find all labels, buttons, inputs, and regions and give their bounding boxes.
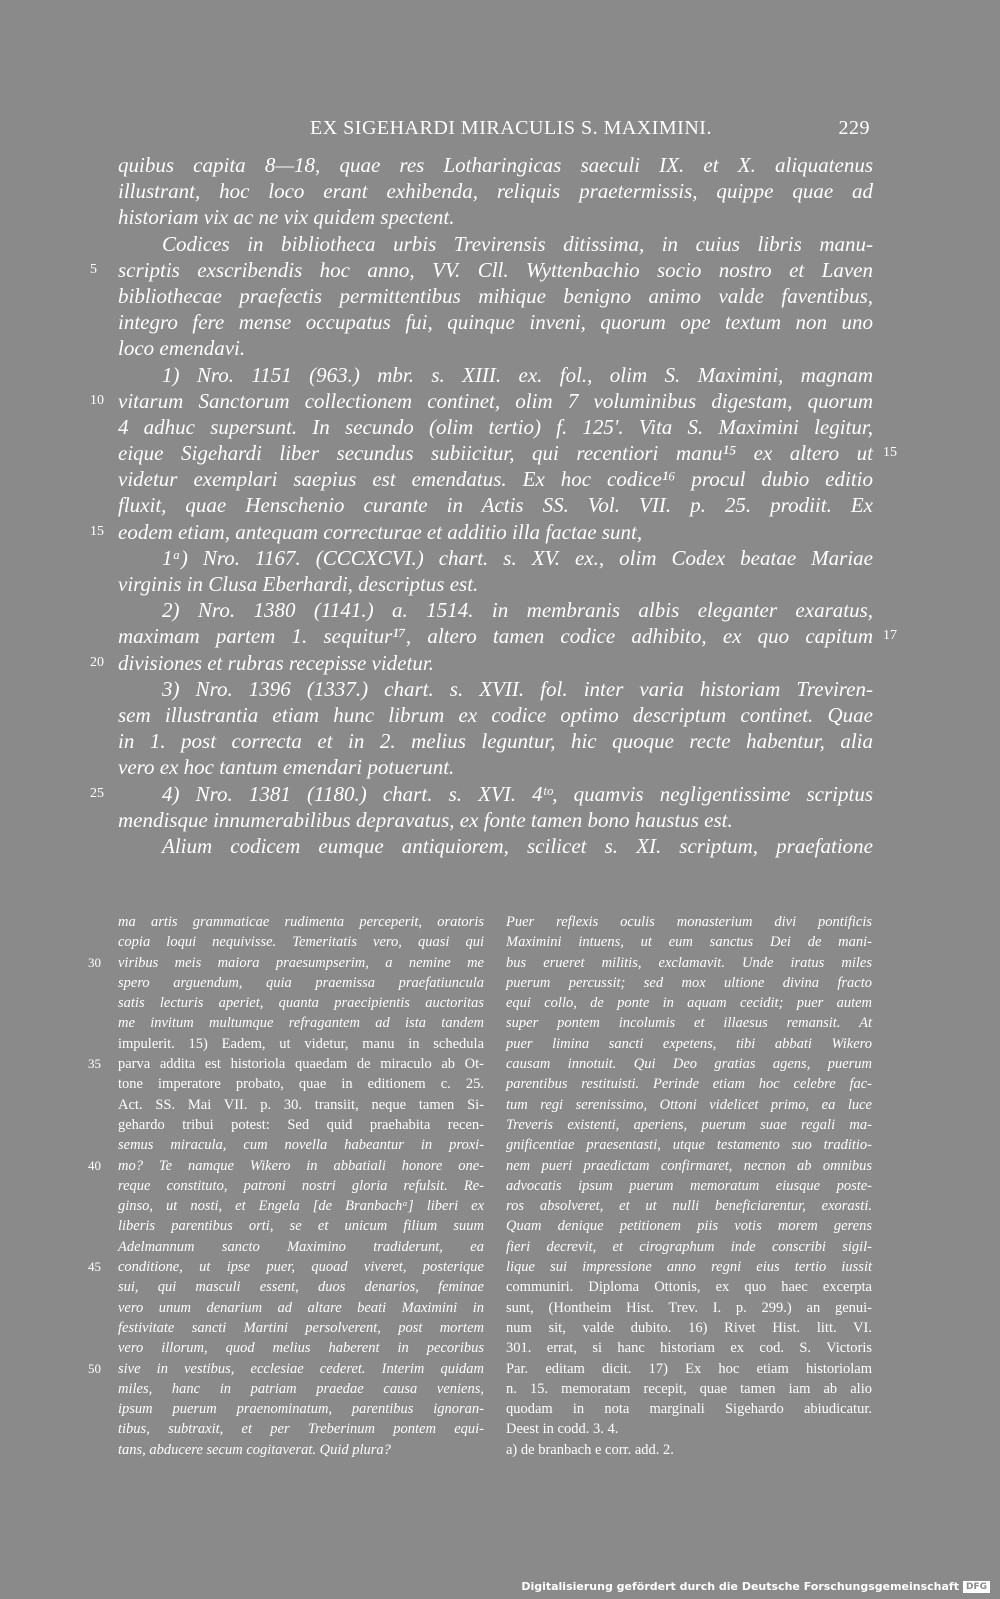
footnote-text: Maximini intuens, ut eum sanctus Dei de mani- — [506, 934, 872, 951]
text-line — [90, 257, 873, 283]
footnote-text: impulerit. 15) Eadem, ut videtur, manu in schedula — [118, 1035, 484, 1052]
digitization-credit — [521, 1580, 990, 1593]
footnote-line — [506, 1216, 872, 1236]
line-text: Alium codicem eumque antiquiorem, scilicet s. XI. scriptum, praefatione — [162, 833, 873, 858]
text-line — [118, 440, 897, 466]
footnote-line — [118, 1237, 484, 1257]
footnote-line — [506, 1318, 872, 1338]
line-text: illustrant, hoc loco erant exhibenda, reliquis praetermissis, quippe quae ad — [118, 179, 873, 204]
text-line — [118, 152, 873, 178]
line-number: 50 — [88, 1360, 101, 1376]
footnote-line — [118, 1277, 484, 1297]
line-text: virginis in Clusa Eberhardi, descriptus est. — [118, 572, 479, 596]
text-line — [118, 754, 873, 780]
footnote-text: parva addita est historiola quaedam de miraculo ab Ot- — [118, 1056, 484, 1073]
footnote-line — [118, 1135, 484, 1155]
text-line — [118, 623, 897, 649]
footnote-text: Treveris existenti, aperiens, puerum suae regali ma- — [506, 1116, 872, 1133]
line-text: loco emendavi. — [118, 336, 246, 361]
footnote-text: festivitate sancti Martini persolverent, post mortem — [118, 1319, 484, 1336]
footnote-line — [88, 1054, 484, 1074]
footnote-line — [88, 1359, 484, 1379]
footnote-text: ma artis grammaticae rudimenta perceperit, oratoris — [118, 914, 484, 930]
line-number: 15 — [883, 445, 897, 461]
text-line — [118, 676, 873, 702]
footnote-line — [506, 973, 872, 993]
footnote-text: viribus meis maiora praesumpserim, a nemine me — [118, 954, 484, 971]
text-line — [118, 414, 873, 440]
text-line — [90, 650, 873, 676]
line-text: eique Sigehardi liber secundus subiicitur, qui recentiori manu¹⁵ ex altero ut — [118, 441, 873, 466]
footnote-text: advocatis ipsum puerum memoratum eiusque poste- — [506, 1177, 872, 1194]
line-text: 3) Nro. 1396 (1337.) chart. s. XVII. fol. inter varia historiam Treviren- — [162, 676, 873, 701]
footnote-line — [118, 1419, 484, 1439]
header-title: EX SIGEHARDI MIRACULIS S. MAXIMINI. — [310, 117, 712, 139]
footnote-line — [118, 1196, 484, 1216]
footnote-text: gnificentiae praesentasti, utque testamento suo traditio- — [506, 1137, 872, 1154]
text-line — [118, 545, 873, 571]
footnote-text: quodam in nota marginali Sigehardo abiudicatur. — [506, 1401, 872, 1418]
footnote-line — [118, 993, 484, 1013]
line-text: mendisque innumerabilibus depravatus, ex fonte tamen bono haustus est. — [118, 807, 733, 832]
footnote-text: lique sui impressione anno regni eius tertio iussit — [506, 1259, 872, 1276]
footnote-text: ipsum puerum praenominatum, parentibus ignoran- — [118, 1401, 484, 1418]
footnotes-left-column — [88, 912, 484, 1460]
line-number: 17 — [883, 628, 897, 644]
footnote-line — [118, 1338, 484, 1358]
footnote-text: tans, abducere secum cogitaverat. Quid plura? — [118, 1441, 391, 1458]
footnote-line — [506, 1115, 872, 1135]
footnote-line — [118, 1318, 484, 1338]
footnote-text: sive in vestibus, ecclesiae cederet. Interim quidam — [118, 1360, 484, 1377]
dfg-logo: DFG — [963, 1581, 990, 1593]
footnote-line — [118, 932, 484, 952]
footnote-text: puerum percussit; sed mox ultione divina fracto — [506, 974, 872, 991]
line-number: 30 — [88, 954, 101, 970]
footnote-text: conditione, ut ipse puer, quoad viveret, posterique — [118, 1259, 484, 1276]
line-text: 1) Nro. 1151 (963.) mbr. s. XIII. ex. fol., olim S. Maximini, magnam — [162, 362, 873, 387]
running-header — [110, 117, 870, 147]
line-text: videtur exemplari saepius est emendatus. Ex hoc codice¹⁶ procul dubio editio — [118, 467, 873, 492]
footnote-line — [506, 1359, 872, 1379]
footnote-text: miles, hanc in patriam praedae causa veniens, — [118, 1380, 484, 1397]
footnote-line — [506, 1419, 872, 1439]
line-text: 1ᵃ) Nro. 1167. (CCCXCVI.) chart. s. XV. ex., olim Codex beatae Mariae — [162, 545, 873, 570]
main-text — [90, 152, 897, 859]
line-number: 45 — [88, 1259, 101, 1275]
footnote-text: Act. SS. Mai VII. p. 30. transiit, neque tamen Si- — [118, 1096, 484, 1113]
text-line — [118, 833, 873, 859]
text-line — [90, 388, 873, 414]
line-text: divisiones et rubras recepisse videtur. — [118, 650, 434, 675]
text-line — [118, 807, 873, 833]
footnote-text: me invitum multumque refragantem ad ista tandem — [118, 1015, 484, 1032]
line-text: eodem etiam, antequam correcturae et additio illa factae sunt, — [118, 519, 643, 544]
footnotes-right-column — [506, 912, 872, 1460]
line-text: vitarum Sanctorum collectionem continet, olim 7 voluminibus digestam, quorum — [118, 388, 873, 413]
footnote-line — [118, 1013, 484, 1033]
text-line — [118, 492, 873, 518]
footnote-line — [506, 912, 872, 932]
footnote-text: fieri decrevit, et cirographum inde conscribi sigil- — [506, 1238, 872, 1255]
footnote-line — [118, 1399, 484, 1419]
footnote-text: num sit, valde dubito. 16) Rivet Hist. litt. VI. — [506, 1319, 872, 1336]
text-line — [118, 309, 873, 335]
line-text: fluxit, quae Henschenio curante in Actis SS. Vol. VII. p. 25. prodiit. Ex — [118, 493, 873, 518]
footnote-text: semus miracula, cum novella habeantur in proxi- — [118, 1137, 484, 1154]
footnote-line — [506, 1074, 872, 1094]
footnote-line — [506, 932, 872, 952]
credit-text: Digitalisierung gefördert durch die Deutsche Forschungsgemeinschaft — [521, 1580, 959, 1593]
footnote-line — [506, 953, 872, 973]
footnote-text: a) de branbach e corr. add. 2. — [506, 1441, 674, 1458]
footnote-line — [118, 1298, 484, 1318]
line-text: 2) Nro. 1380 (1141.) a. 1514. in membranis albis eleganter exaratus, — [162, 598, 873, 623]
footnote-line — [506, 1399, 872, 1419]
footnote-text: ginso, ut nosti, et Engela [de Branbachᵃ] liberi ex — [118, 1198, 484, 1215]
text-line — [90, 519, 873, 545]
footnote-text: tibus, subtraxit, et per Treberinum pontem equi- — [118, 1421, 484, 1438]
footnote-line — [118, 1034, 484, 1054]
footnote-text: equi collo, de ponte in aquam cecidit; puer autem — [506, 995, 872, 1012]
footnote-line — [118, 1440, 484, 1460]
footnote-text: Adelmannum sancto Maximino tradiderunt, ea — [118, 1238, 484, 1255]
footnote-text: tone imperatore probato, quae in editionem c. 25. — [118, 1076, 484, 1093]
footnote-text: vero unum denarium ad altare beati Maximini in — [118, 1299, 484, 1316]
line-number: 5 — [90, 261, 97, 277]
footnote-text: nem pueri praedictam confirmaret, necnon ab omnibus — [506, 1157, 872, 1174]
text-line — [118, 362, 873, 388]
line-text: integro fere mense occupatus fui, quinque inveni, quorum ope textum non uno — [118, 310, 873, 335]
line-number: 25 — [90, 785, 104, 801]
footnote-line — [118, 1379, 484, 1399]
line-number: 20 — [90, 654, 104, 670]
footnote-text: Quam denique petitionem piis votis morem gerens — [506, 1218, 872, 1235]
footnote-text: mo? Te namque Wikero in abbatiali honore one- — [118, 1157, 484, 1174]
line-number: 35 — [88, 1056, 101, 1072]
line-text: sem illustrantia etiam hunc librum ex codice optimo descriptum continet. Quae — [118, 702, 873, 727]
text-line — [118, 231, 873, 257]
line-text: historiam vix ac ne vix quidem spectent. — [118, 205, 455, 230]
footnote-text: tum regi serenissimo, Ottoni videlicet primo, ea luce — [506, 1096, 872, 1113]
footnote-text: ros absolveret, et ut nulli beneficiarentur, exorasti. — [506, 1198, 872, 1215]
footnote-text: super pontem incolumis et illaesus remansit. At — [506, 1015, 872, 1032]
footnote-line — [506, 1156, 872, 1176]
text-line — [118, 702, 873, 728]
footnote-line — [506, 1176, 872, 1196]
footnote-line — [506, 1298, 872, 1318]
line-number: 15 — [90, 523, 104, 539]
footnote-text: gehardo tribui potest: Sed quid praehabita recen- — [118, 1116, 484, 1133]
footnote-text: reque constituto, patroni nostri gloria refulsit. Re- — [118, 1177, 484, 1194]
footnote-line — [118, 973, 484, 993]
footnote-text: spero arguendum, quia praemissa praefatiuncula — [118, 974, 484, 991]
footnote-line — [118, 912, 484, 932]
footnote-line — [506, 1338, 872, 1358]
footnote-text: copia loqui nequivisse. Temeritatis vero, quasi qui — [118, 934, 484, 951]
footnote-line — [506, 1196, 872, 1216]
footnote-line — [506, 1440, 872, 1460]
footnote-line — [88, 1156, 484, 1176]
footnote-line — [506, 993, 872, 1013]
line-text: quibus capita 8—18, quae res Lotharingicas saeculi IX. et X. aliquatenus — [118, 153, 873, 177]
footnote-line — [118, 1095, 484, 1115]
line-text: bibliothecae praefectis permittentibus mihique benigno animo valde faventibus, — [118, 283, 873, 308]
footnote-text: liberis parentibus orti, se et unicum filium suum — [118, 1218, 484, 1235]
footnote-line — [506, 1054, 872, 1074]
footnote-line — [506, 1135, 872, 1155]
footnote-text: 301. errat, si hanc historiam ex cod. S. Victoris — [506, 1340, 872, 1357]
footnote-text: Par. editam dicit. 17) Ex hoc etiam historiolam — [506, 1360, 872, 1377]
footnote-text: vero illorum, quod melius haberent in pecoribus — [118, 1340, 484, 1357]
footnote-line — [88, 953, 484, 973]
text-line — [118, 466, 873, 492]
line-number: 40 — [88, 1157, 101, 1173]
line-text: Codices in bibliotheca urbis Trevirensis ditissima, in cuius libris manu- — [162, 231, 873, 256]
text-line — [118, 571, 873, 597]
line-text: vero ex hoc tantum emendari potuerunt. — [118, 755, 455, 780]
line-text: 4) Nro. 1381 (1180.) chart. s. XVI. 4ᵗᵒ, quamvis negligentissime scriptus — [162, 781, 873, 806]
text-line — [118, 283, 873, 309]
footnote-line — [506, 1379, 872, 1399]
footnote-text: sunt, (Hontheim Hist. Trev. I. p. 299.) an genui- — [506, 1299, 872, 1316]
footnote-line — [118, 1115, 484, 1135]
line-text: scriptis exscribendis hoc anno, VV. Cll. Wyttenbachio socio nostro et Laven — [118, 257, 873, 282]
footnote-line — [506, 1013, 872, 1033]
footnote-text: bus erueret militis, exclamavit. Unde iratus miles — [506, 954, 872, 971]
text-line — [118, 178, 873, 204]
line-text: 4 adhuc supersunt. In secundo (olim tertio) f. 125'. Vita S. Maximini legitur, — [118, 414, 873, 439]
footnote-line — [88, 1257, 484, 1277]
footnote-text: Deest in codd. 3. 4. — [506, 1421, 619, 1438]
footnote-line — [118, 1216, 484, 1236]
footnote-line — [506, 1257, 872, 1277]
footnote-line — [506, 1277, 872, 1297]
text-line — [90, 781, 873, 807]
footnote-line — [506, 1237, 872, 1257]
footnote-line — [118, 1074, 484, 1094]
footnote-text: parentibus restituisti. Perinde etiam hoc celebre fac- — [506, 1076, 872, 1093]
text-line — [118, 204, 873, 230]
page-number: 229 — [838, 117, 870, 139]
footnote-line — [506, 1034, 872, 1054]
footnote-text: n. 15. memoratam recepit, quae tamen iam ab alio — [506, 1380, 872, 1397]
footnote-text: communiri. Diploma Ottonis, ex quo haec excerpta — [506, 1279, 872, 1296]
text-line — [118, 728, 873, 754]
line-text: in 1. post correcta et in 2. melius leguntur, hic quoque recte habentur, alia — [118, 729, 873, 754]
text-line — [118, 597, 873, 623]
footnote-text: sui, qui masculi essent, duos denarios, feminae — [118, 1279, 484, 1296]
line-number: 10 — [90, 392, 104, 408]
text-line — [118, 335, 873, 361]
footnote-text: satis lecturis aperiet, quanta praecipientis auctoritas — [118, 995, 484, 1012]
footnote-text: puer limina sancti expetens, tibi abbati Wikero — [506, 1035, 872, 1052]
footnote-text: causam innotuit. Qui Deo gratias agens, puerum — [506, 1056, 872, 1073]
line-text: maximam partem 1. sequitur¹⁷, altero tamen codice adhibito, ex quo capitum — [118, 624, 873, 649]
footnote-line — [118, 1176, 484, 1196]
footnote-line — [506, 1095, 872, 1115]
footnote-text: Puer reflexis oculis monasterium divi pontificis — [506, 914, 872, 930]
